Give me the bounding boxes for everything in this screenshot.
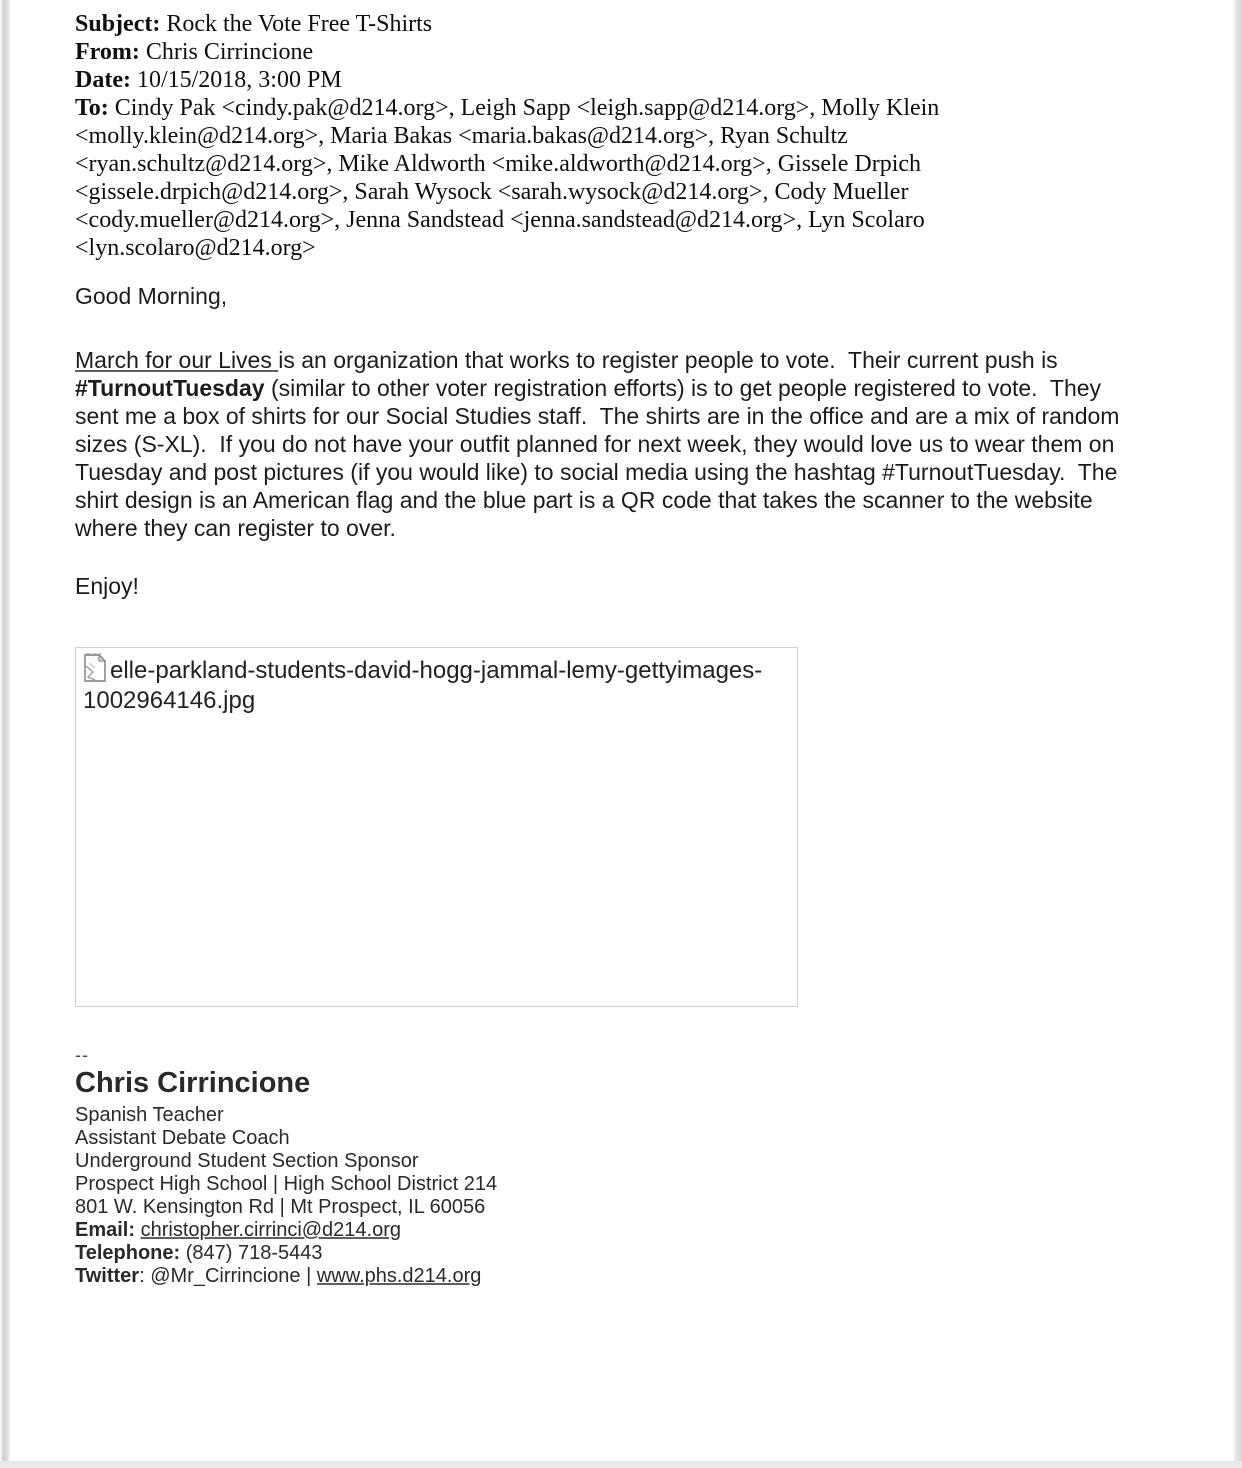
telephone-label: Telephone: (75, 1242, 181, 1264)
attachment-image-placeholder (75, 647, 798, 1007)
email-content (75, 10, 1180, 1288)
from-line (75, 38, 1060, 66)
to-line (75, 94, 1060, 262)
subject-value: Rock the Vote Free T-Shirts (166, 11, 433, 37)
signature-separator: -- (75, 1045, 89, 1065)
march-for-our-lives-link[interactable]: March for our Lives (75, 347, 279, 373)
twitter-website-link[interactable]: www.phs.d214.org (316, 1265, 482, 1287)
attachment-caption (83, 653, 790, 716)
to-label: To: (75, 95, 109, 121)
scan-edge-left (0, 0, 10, 1468)
signature-name: Chris Cirrincione (75, 1067, 311, 1099)
scan-edge-right (1233, 0, 1242, 1468)
greeting-text: Good Morning, (75, 283, 228, 309)
signature-school: Prospect High School | High School District 214 (75, 1173, 498, 1195)
email-header (75, 10, 1060, 262)
paragraph-text-2: (similar to other voter registration efforts) is to get people registered to vote. They sent me a box of shirts for our Social Studies staff. The shirts are in the office and are a mix of random sizes (S-XL). If you do not have your outfit planned for next week, they would love us to wear them on Tuesday and post pictures (if you would like) to social media using the hashtag #TurnoutTuesday. The shirt design is an American flag and the blue part is a QR code that takes the scanner to the website where they can register to over. (75, 375, 1126, 541)
signature-telephone-line (75, 1242, 1180, 1265)
date-label: Date: (75, 67, 131, 93)
email-address-link[interactable]: christopher.cirrinci@d214.org (140, 1219, 402, 1241)
email-label: Email: (75, 1219, 136, 1241)
signature-twitter-line (75, 1265, 1180, 1288)
twitter-handle: : @Mr_Cirrincione | (139, 1265, 317, 1287)
signature-role-3: Underground Student Section Sponsor (75, 1150, 419, 1172)
signature-role-2: Assistant Debate Coach (75, 1127, 290, 1149)
closing-text: Enjoy! (75, 573, 139, 599)
telephone-value: (847) 718-5443 (185, 1242, 323, 1264)
signature-email-line (75, 1219, 1180, 1242)
date-line (75, 66, 1060, 94)
subject-label: Subject: (75, 11, 161, 37)
body-paragraph (75, 346, 1130, 542)
broken-image-icon (83, 653, 107, 683)
signature-role-1: Spanish Teacher (75, 1104, 224, 1126)
attachment-filename: elle-parkland-students-david-hogg-jammal-lemy-gettyimages-1002964146.jpg (83, 657, 763, 714)
to-value: Cindy Pak <cindy.pak@d214.org>, Leigh Sapp <leigh.sapp@d214.org>, Molly Klein <molly.klein@d214.org>, Maria Bakas <maria.bakas@d214.org>, Ryan Schultz <ryan.schultz@d214.org>, Mike Aldworth <mike.aldworth@d214.org>, Gissele Drpich <gissele.drpich@d214.org>, Sarah Wysock <sarah.wysock@d214.org>, Cody Mueller <cody.mueller@d214.org>, Jenna Sandstead <jenna.sandstead@d214.org>, Lyn Scolaro <lyn.scolaro@d214.org> (75, 95, 940, 261)
from-label: From: (75, 39, 140, 65)
signature-address: 801 W. Kensington Rd | Mt Prospect, IL 60056 (75, 1196, 486, 1218)
from-value: Chris Cirrincione (145, 39, 314, 65)
subject-line (75, 10, 1060, 38)
twitter-label: Twitter (75, 1265, 140, 1287)
turnout-tuesday-hashtag: #TurnoutTuesday (75, 375, 265, 401)
paragraph-text-1: is an organization that works to register people to vote. Their current push is (278, 347, 1065, 373)
scan-edge-bottom (0, 1461, 1242, 1468)
date-value: 10/15/2018, 3:00 PM (136, 67, 342, 93)
signature-block (75, 1045, 1180, 1288)
